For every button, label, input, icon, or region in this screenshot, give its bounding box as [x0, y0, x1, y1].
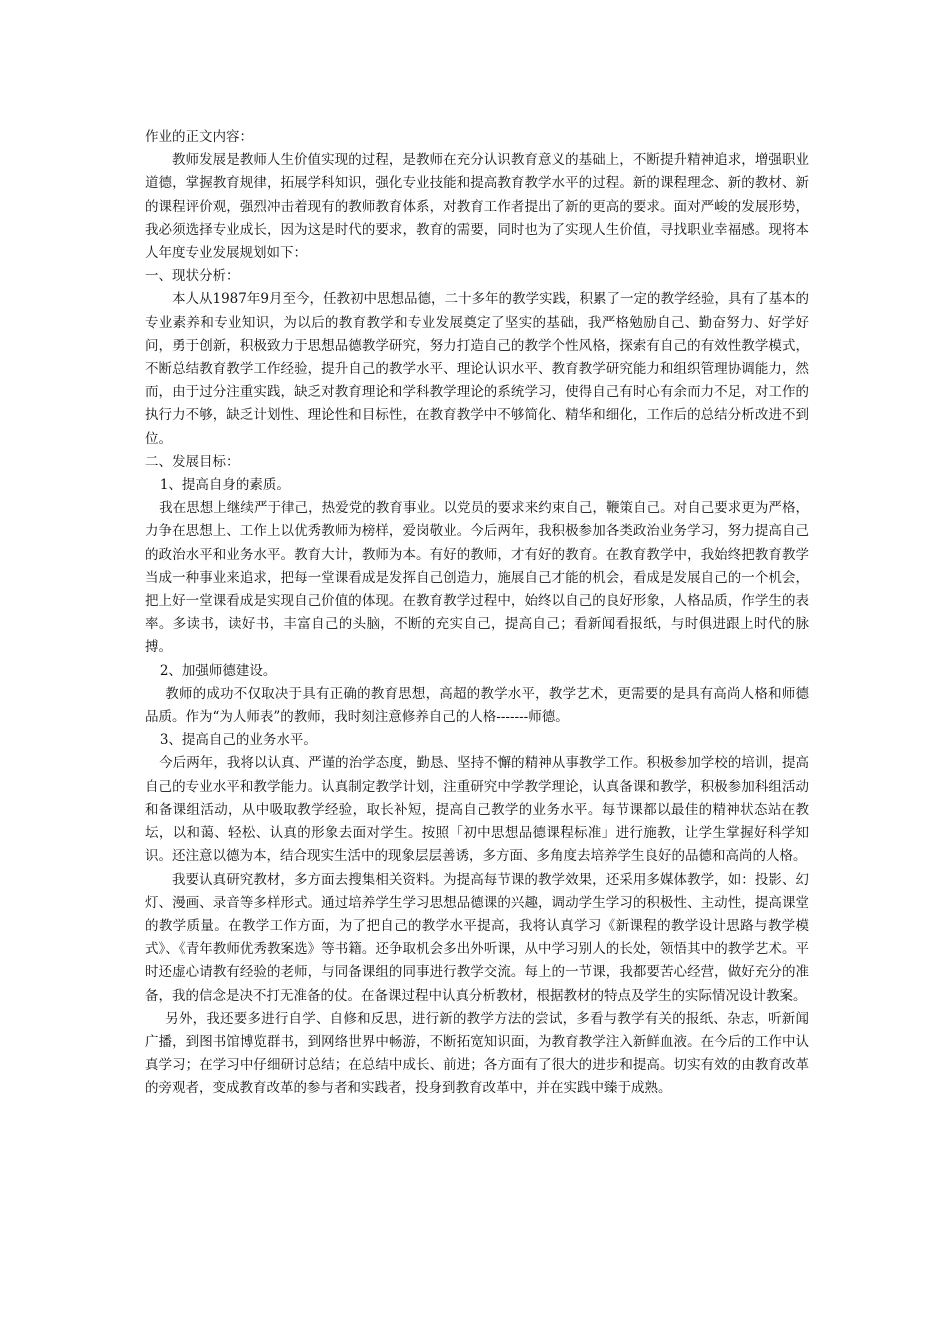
- goal-professional-paragraph-1: 今后两年，我将以认真、严谨的治学态度，勤恳、坚持不懈的精神从事教学工作。积极参加学校的培训，提高自己的专业水平和教学能力。认真制定教学计划，注重研究中学教学理论，认真备课和教学，积极参加科组活动和备课组活动，从中吸取教学经验，取长补短，提高自己教学的业务水平。每节课都以最佳的精神状态站在教坛，以和蔼、轻松、认真的形象去面对学生。按照「初中思想品德课程标准」进行施教，让学生掌握好科学知识。还注意以德为本，结合现实生活中的现象层层善诱，多方面、多角度去培养学生良好的品德和高尚的人格。: [145, 755, 809, 865]
- document-body: [145, 126, 809, 1101]
- section-heading-goals: 二、发展目标：: [145, 453, 240, 470]
- section-heading-status: 一、现状分析：: [145, 268, 240, 285]
- goal-heading-ethics: 2、加强师德建设。: [159, 662, 277, 679]
- status-analysis-paragraph: 本人从1987年9月至今，任教初中思想品德，二十多年的教学实践，积累了一定的教学经验，具有了基本的专业素养和专业知识，为以后的教育教学和专业发展奠定了坚实的基础，我严格勉励自己、勤奋努力、好学好问，勇于创新，积极致力于思想品德教学研究，努力打造自己的教学个性风格，探索有自己的有效性教学模式，不断总结教育教学工作经验，提升自己的教学水平、理论认识水平、教育教学研究能力和组织管理协调能力，然而，由于过分注重实践，缺乏对教育理论和学科教学理论的系统学习，使得自己有时心有余而力不足，对工作的执行力不够，缺乏计划性、理论性和目标性，在教育教学中不够简化、精华和细化，工作后的总结分析改进不到位。: [145, 291, 809, 447]
- goal-professional-paragraph-2: 我要认真研究教材，多方面去搜集相关资料。为提高每节课的教学效果，还采用多媒体教学，如：投影、幻灯、漫画、录音等多样形式。通过培养学生学习思想品德课的兴趣，调动学生学习的积极性、主动性，提高课堂的教学质量。在教学工作方面，为了把自己的教学水平提高，我将认真学习《新课程的教学设计思路与教学模式》、《青年教师优秀教案选》等书籍。还争取机会多出外听课，从中学习别人的长处，领悟其中的教学艺术。平时还虚心请教有经验的老师，与同备课组的同事进行教学交流。每上的一节课，我都要苦心经营，做好充分的准备，我的信念是决不打无准备的仗。在备课过程中认真分析教材，根据教材的特点及学生的实际情况设计教案。: [145, 871, 809, 1004]
- goal-professional-paragraph-3: 另外，我还要多进行自学、自修和反思，进行新的教学方法的尝试，多看与教学有关的报纸、杂志，听新闻广播，到图书馆博览群书，到网络世界中畅游，不断拓宽知识面，为教育教学注入新鲜血液。在今后的工作中认真学习；在学习中仔细研讨总结；在总结中成长、前进；各方面有了很大的进步和提高。切实有效的由教育改革的旁观者，变成教育改革的参与者和实践者，投身到教育改革中，并在实践中臻于成熟。: [145, 1010, 809, 1097]
- document-title: 作业的正文内容：: [145, 129, 253, 145]
- goal-ethics-paragraph: 教师的成功不仅取决于具有正确的教育思想，高超的教学水平，教学艺术，更需要的是具有高尚人格和师德品质。作为“为人师表”的教师，我时刻注意修养自己的人格-------师德。: [145, 685, 809, 726]
- goal-heading-quality: 1、提高自身的素质。: [159, 477, 290, 494]
- intro-paragraph: 教师发展是教师人生价值实现的过程，是教师在充分认识教育意义的基础上，不断提升精神追求，增强职业道德，掌握教育规律，拓展学科知识，强化专业技能和提高教育教学水平的过程。新的课程理念、新的教材、新的课程评价观，强烈冲击着现有的教师教育体系，对教育工作者提出了新的更高的要求。面对严峻的发展形势，我必须选择专业成长，因为这是时代的要求，教育的需要，同时也为了实现人生价值，寻找职业幸福感。现将本人年度专业发展规划如下：: [145, 152, 809, 262]
- goal-heading-professional: 3、提高自己的业务水平。: [159, 732, 317, 749]
- goal-quality-paragraph: 我在思想上继续严于律己，热爱党的教育事业。以党员的要求来约束自己，鞭策自己。对自己要求更为严格，力争在思想上、工作上以优秀教师为榜样，爱岗敬业。今后两年，我积极参加各类政治业务学习，努力提高自己的政治水平和业务水平。教育大计，教师为本。有好的教师，才有好的教育。在教育教学中，我始终把教育教学当成一种事业来追求，把每一堂课看成是发挥自己创造力，施展自己才能的机会，看成是发展自己的一个机会，把上好一堂课看成是实现自己价值的体现。在教育教学过程中，始终以自己的良好形象，人格品质，作学生的表率。多读书，读好书，丰富自己的头脑，不断的充实自己，提高自己；看新闻看报纸，与时俱进跟上时代的脉搏。: [145, 500, 809, 656]
